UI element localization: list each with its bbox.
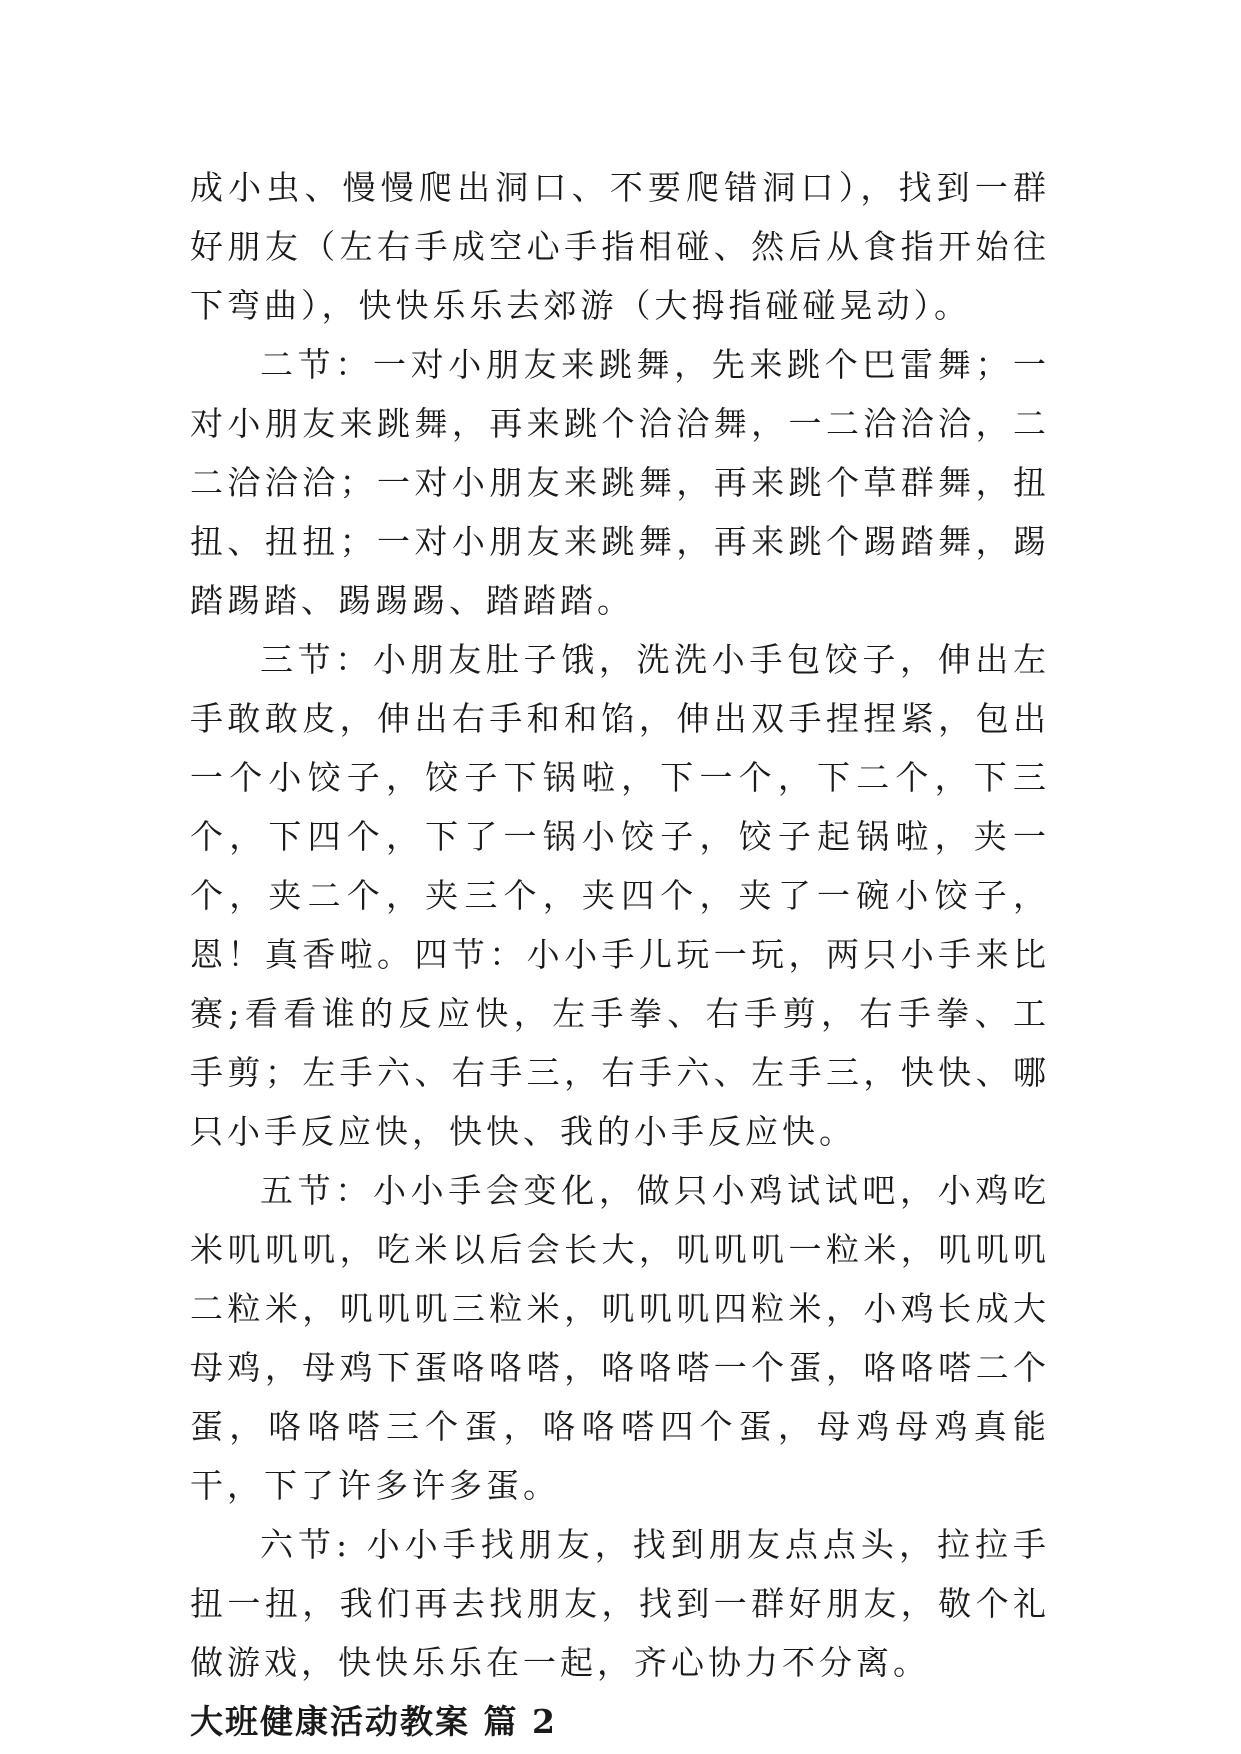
paragraph-section-three-four: 三节：小朋友肚子饿，洗洗小手包饺子，伸出左手敢敢皮，伸出右手和和馅，伸出双手捏捏紧，包出一个小饺子，饺子下锅啦，下一个，下二个，下三个，下四个，下了一锅小饺子，饺子起锅啦，夹一个，夹二个，夹三个，夹四个，夹了一碗小饺子，恩！真香啦。四节：小小手儿玩一玩，两只小手来比赛;看看谁的反应快，左手拳、右手剪，右手拳、工手剪；左手六、右手三，右手六、左手三，快快、哪只小手反应快，快快、我的小手反应快。 bbox=[190, 640, 1050, 1151]
paragraph-hand-game-intro: 成小虫、慢慢爬出洞口、不要爬错洞口），找到一群好朋友（左右手成空心手指相碰、然后从食指开始往下弯曲），快快乐乐去郊游（大拇指碰碰晃动）。 bbox=[190, 168, 1050, 325]
paragraph-section-six: 六节: 小小手找朋友，找到朋友点点头，拉拉手扭一扭，我们再去找朋友，找到一群好朋友，敬个礼做游戏，快快乐乐在一起，齐心协力不分离。 bbox=[190, 1525, 1050, 1682]
document-page bbox=[190, 158, 1050, 1751]
section-heading: 大班健康活动教案 篇 2 bbox=[190, 1702, 557, 1741]
paragraph-section-five: 五节：小小手会变化，做只小鸡试试吧，小鸡吃米叽叽叽，吃米以后会长大，叽叽叽一粒米，叽叽叽二粒米，叽叽叽三粒米，叽叽叽四粒米，小鸡长成大母鸡，母鸡下蛋咯咯嗒，咯咯嗒一个蛋，咯咯嗒二个蛋，咯咯嗒三个蛋，咯咯嗒四个蛋，母鸡母鸡真能干，下了许多许多蛋。 bbox=[190, 1171, 1050, 1505]
paragraph-section-two: 二节：一对小朋友来跳舞，先来跳个巴雷舞；一对小朋友来跳舞，再来跳个洽洽舞，一二洽洽洽，二二洽洽洽；一对小朋友来跳舞，再来跳个草群舞，扭扭、扭扭；一对小朋友来跳舞，再来跳个踢踏舞，踢踏踢踏、踢踢踢、踏踏踏。 bbox=[190, 345, 1050, 620]
